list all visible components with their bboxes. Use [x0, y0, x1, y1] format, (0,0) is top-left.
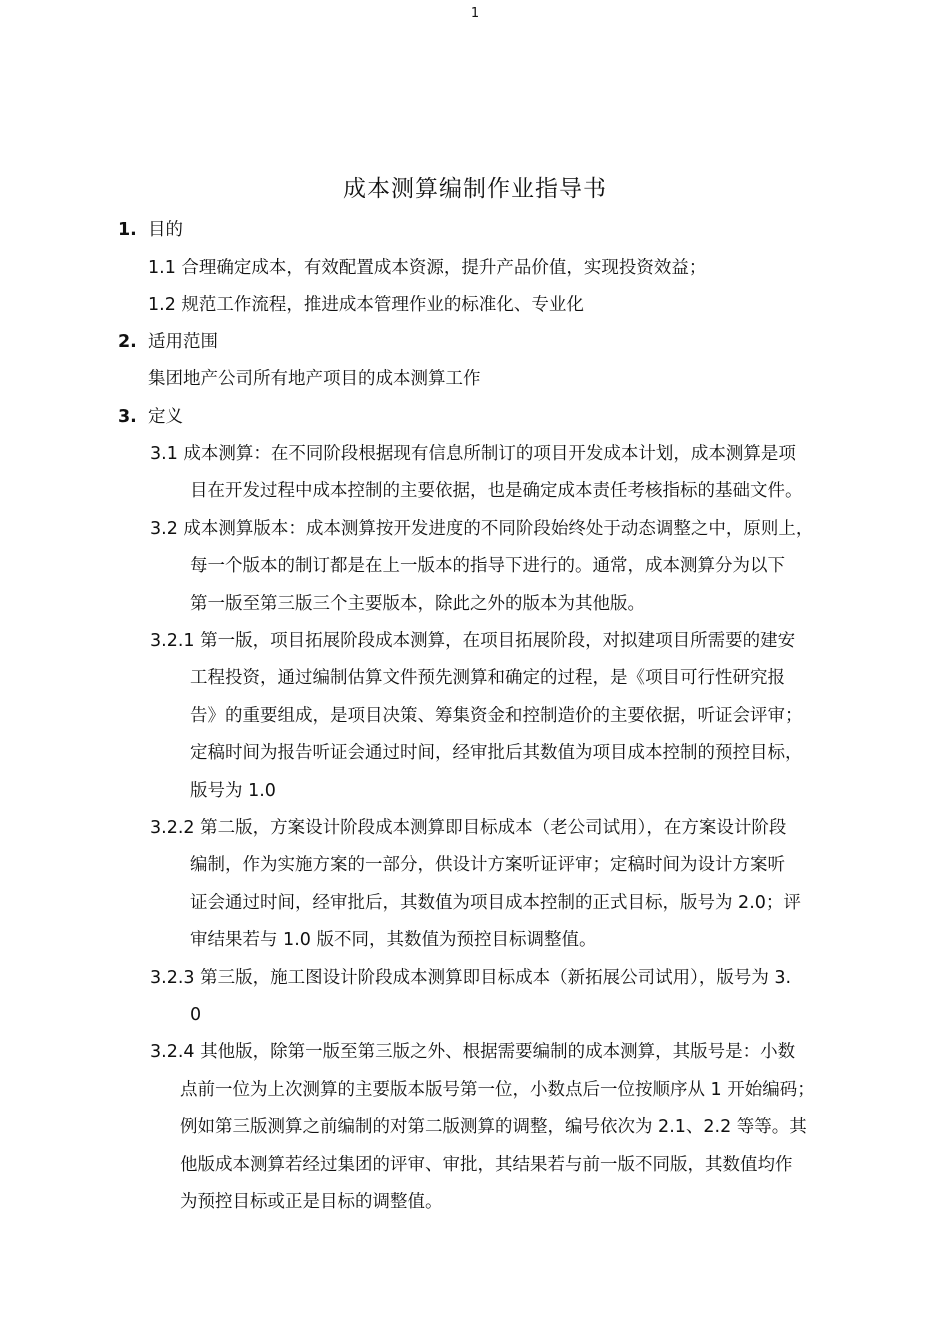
- para-3-2-1-line: 定稿时间为报告听证会通过时间，经审批后其数值为项目成本控制的预控目标，: [190, 743, 803, 763]
- para-3-2-1-line: 告》的重要组成，是项目决策、筹集资金和控制造价的主要依据，听证会评审；: [190, 706, 803, 726]
- para-3-2-4-line: 例如第三版测算之前编制的对第二版测算的调整，编号依次为 2.1、2.2 等等。其: [180, 1117, 807, 1137]
- para-3-2-1-line: 工程投资，通过编制估算文件预先测算和确定的过程，是《项目可行性研究报: [190, 668, 785, 688]
- para-3-2-4-line: 为预控目标或正是目标的调整值。: [180, 1192, 443, 1212]
- para-3-2-4-line: 3.2.4 其他版，除第一版至第三版之外、根据需要编制的成本测算，其版号是：小数: [150, 1042, 796, 1062]
- section-1-1: 1.1 合理确定成本，有效配置成本资源，提升产品价值，实现投资效益；: [148, 258, 707, 278]
- para-3-2-2-line: 3.2.2 第二版，方案设计阶段成本测算即目标成本（老公司试用），在方案设计阶段: [150, 818, 787, 838]
- page-number: 1: [470, 6, 480, 21]
- para-3-2-2-line: 编制，作为实施方案的一部分，供设计方案听证评审；定稿时间为设计方案听: [190, 855, 785, 875]
- para-3-2-line: 每一个版本的制订都是在上一版本的指导下进行的。通常，成本测算分为以下: [190, 556, 785, 576]
- para-3-2-1-line: 版号为 1.0: [190, 781, 276, 801]
- section-1-2: 1.2 规范工作流程，推进成本管理作业的标准化、专业化: [148, 295, 584, 315]
- section-1-heading: [118, 222, 183, 240]
- section-2-title: 适用范围: [148, 332, 218, 352]
- para-3-2-4-line: 点前一位为上次测算的主要版本版号第一位，小数点后一位按顺序从 1 开始编码；: [180, 1080, 815, 1100]
- section-2-text: 集团地产公司所有地产项目的成本测算工作: [148, 369, 481, 389]
- para-3-2-2-line: 证会通过时间，经审批后，其数值为项目成本控制的正式目标，版号为 2.0；评: [190, 893, 801, 913]
- section-3-title: 定义: [148, 407, 183, 427]
- section-1-number: 1.: [118, 220, 137, 240]
- para-3-2-3-line: 3.2.3 第三版，施工图设计阶段成本测算即目标成本（新拓展公司试用），版号为 3.: [150, 968, 792, 988]
- section-2-heading: [118, 334, 218, 352]
- para-3-2-line: 第一版至第三版三个主要版本，除此之外的版本为其他版。: [190, 594, 645, 614]
- para-3-2-4-line: 他版成本测算若经过集团的评审、审批，其结果若与前一版不同版，其数值均作: [180, 1155, 793, 1175]
- para-3-2-3-line: 0: [190, 1005, 202, 1025]
- para-3-2-1-line: 3.2.1 第一版，项目拓展阶段成本测算，在项目拓展阶段，对拟建项目所需要的建安: [150, 631, 796, 651]
- para-3-2-line: 3.2 成本测算版本：成本测算按开发进度的不同阶段始终处于动态调整之中，原则上，: [150, 519, 814, 539]
- section-1-title: 目的: [148, 220, 183, 240]
- section-3-heading: [118, 409, 183, 427]
- para-3-2-2-line: 审结果若与 1.0 版不同，其数值为预控目标调整值。: [190, 930, 597, 950]
- para-3-1-line: 目在开发过程中成本控制的主要依据，也是确定成本责任考核指标的基础文件。: [190, 481, 803, 501]
- section-3-number: 3.: [118, 407, 137, 427]
- para-3-1-line: 3.1 成本测算：在不同阶段根据现有信息所制订的项目开发成本计划，成本测算是项: [150, 444, 796, 464]
- section-2-number: 2.: [118, 332, 137, 352]
- document-title: 成本测算编制作业指导书: [343, 176, 607, 202]
